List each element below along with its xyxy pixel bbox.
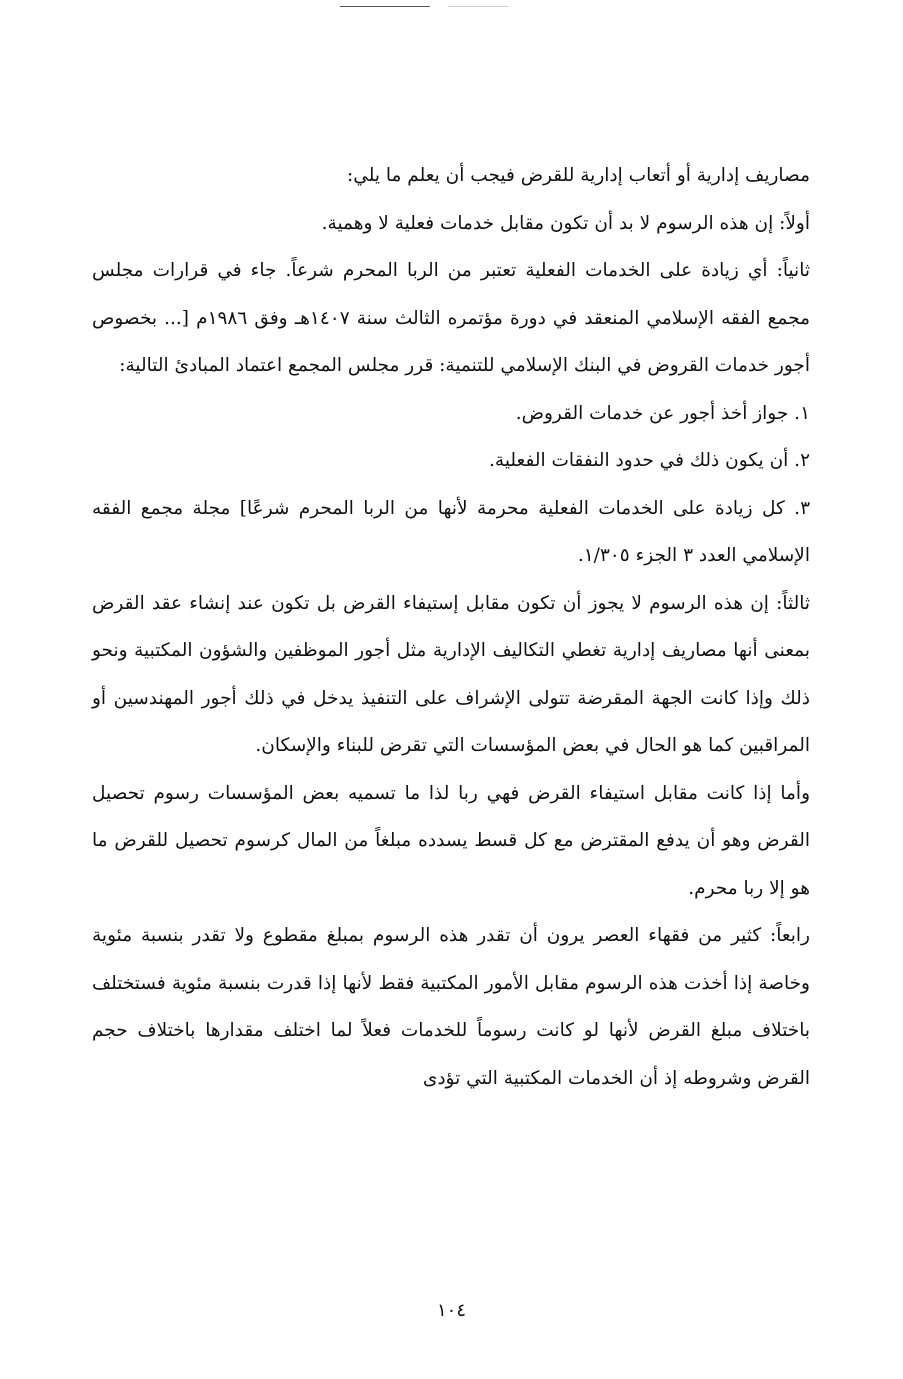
paragraph-principle-3: ٣. كل زيادة على الخدمات الفعلية محرمة لأنها من الربا المحرم شرعًا] مجلة مجمع الفقه الإسلامي العدد ٣ الجزء ١/٣٠٥. bbox=[92, 497, 810, 566]
top-rule bbox=[340, 6, 430, 7]
paragraph-third: ثالثاً: إن هذه الرسوم لا يجوز أن تكون مقابل إستيفاء القرض بل تكون عند إنشاء عقد القرض بمعنى أنها مصاريف إدارية تغطي التكاليف الإدارية مثل أجور الموظفين والشؤون المكتبية ونحو ذلك وإذا كانت الجهة المقرضة تتولى الإشراف على التنفيذ يدخل في ذلك أجور المهندسين أو المراقبين كما هو الحال في بعض المؤسسات التي تقرض للبناء والإسكان. bbox=[92, 592, 810, 756]
paragraph-intro: مصاريف إدارية أو أتعاب إدارية للقرض فيجب أن يعلم ما يلي: bbox=[347, 165, 810, 186]
top-rule-faint bbox=[448, 6, 508, 7]
paragraph-collection-fees: وأما إذا كانت مقابل استيفاء القرض فهي ربا لذا ما تسميه بعض المؤسسات رسوم تحصيل القرض وهو أن يدفع المقترض مع كل قسط يسدده مبلغاً من المال كرسوم تحصيل للقرض ما هو إلا ربا محرم. bbox=[92, 782, 810, 899]
page-number: ١٠٤ bbox=[436, 1300, 466, 1321]
paragraph-principle-1: ١. جواز أخذ أجور عن خدمات القروض. bbox=[515, 402, 810, 424]
paragraph-fourth: رابعاً: كثير من فقهاء العصر يرون أن تقدر هذه الرسوم بمبلغ مقطوع ولا تقدر بنسبة مئوية وخاصة إذا أخذت هذه الرسوم مقابل الأمور المكتبية فقط لأنها إذا قدرت بنسبة مئوية فستختلف باختلاف مبلغ القرض لأنها لو كانت رسوماً للخدمات فعلاً لما اختلف مقدارها باختلاف حجم القرض وشروطه إذ أن الخدمات المكتبية التي تؤدى bbox=[92, 925, 810, 1089]
paragraph-principle-2: ٢. أن يكون ذلك في حدود النفقات الفعلية. bbox=[489, 450, 810, 471]
paragraph-second: ثانياً: أي زيادة على الخدمات الفعلية تعتبر من الربا المحرم شرعاً. جاء في قرارات مجلس مجمع الفقه الإسلامي المنعقد في دورة مؤتمره الثالث سنة ١٤٠٧هـ وفق ١٩٨٦م [... بخصوص أجور خدمات القروض في البنك الإسلامي للتنمية: قرر مجلس المجمع اعتماد المبادئ التالية: bbox=[92, 260, 810, 376]
paragraph-first: أولاً: إن هذه الرسوم لا بد أن تكون مقابل خدمات فعلية لا وهمية. bbox=[321, 212, 810, 234]
page-body bbox=[92, 152, 810, 1102]
